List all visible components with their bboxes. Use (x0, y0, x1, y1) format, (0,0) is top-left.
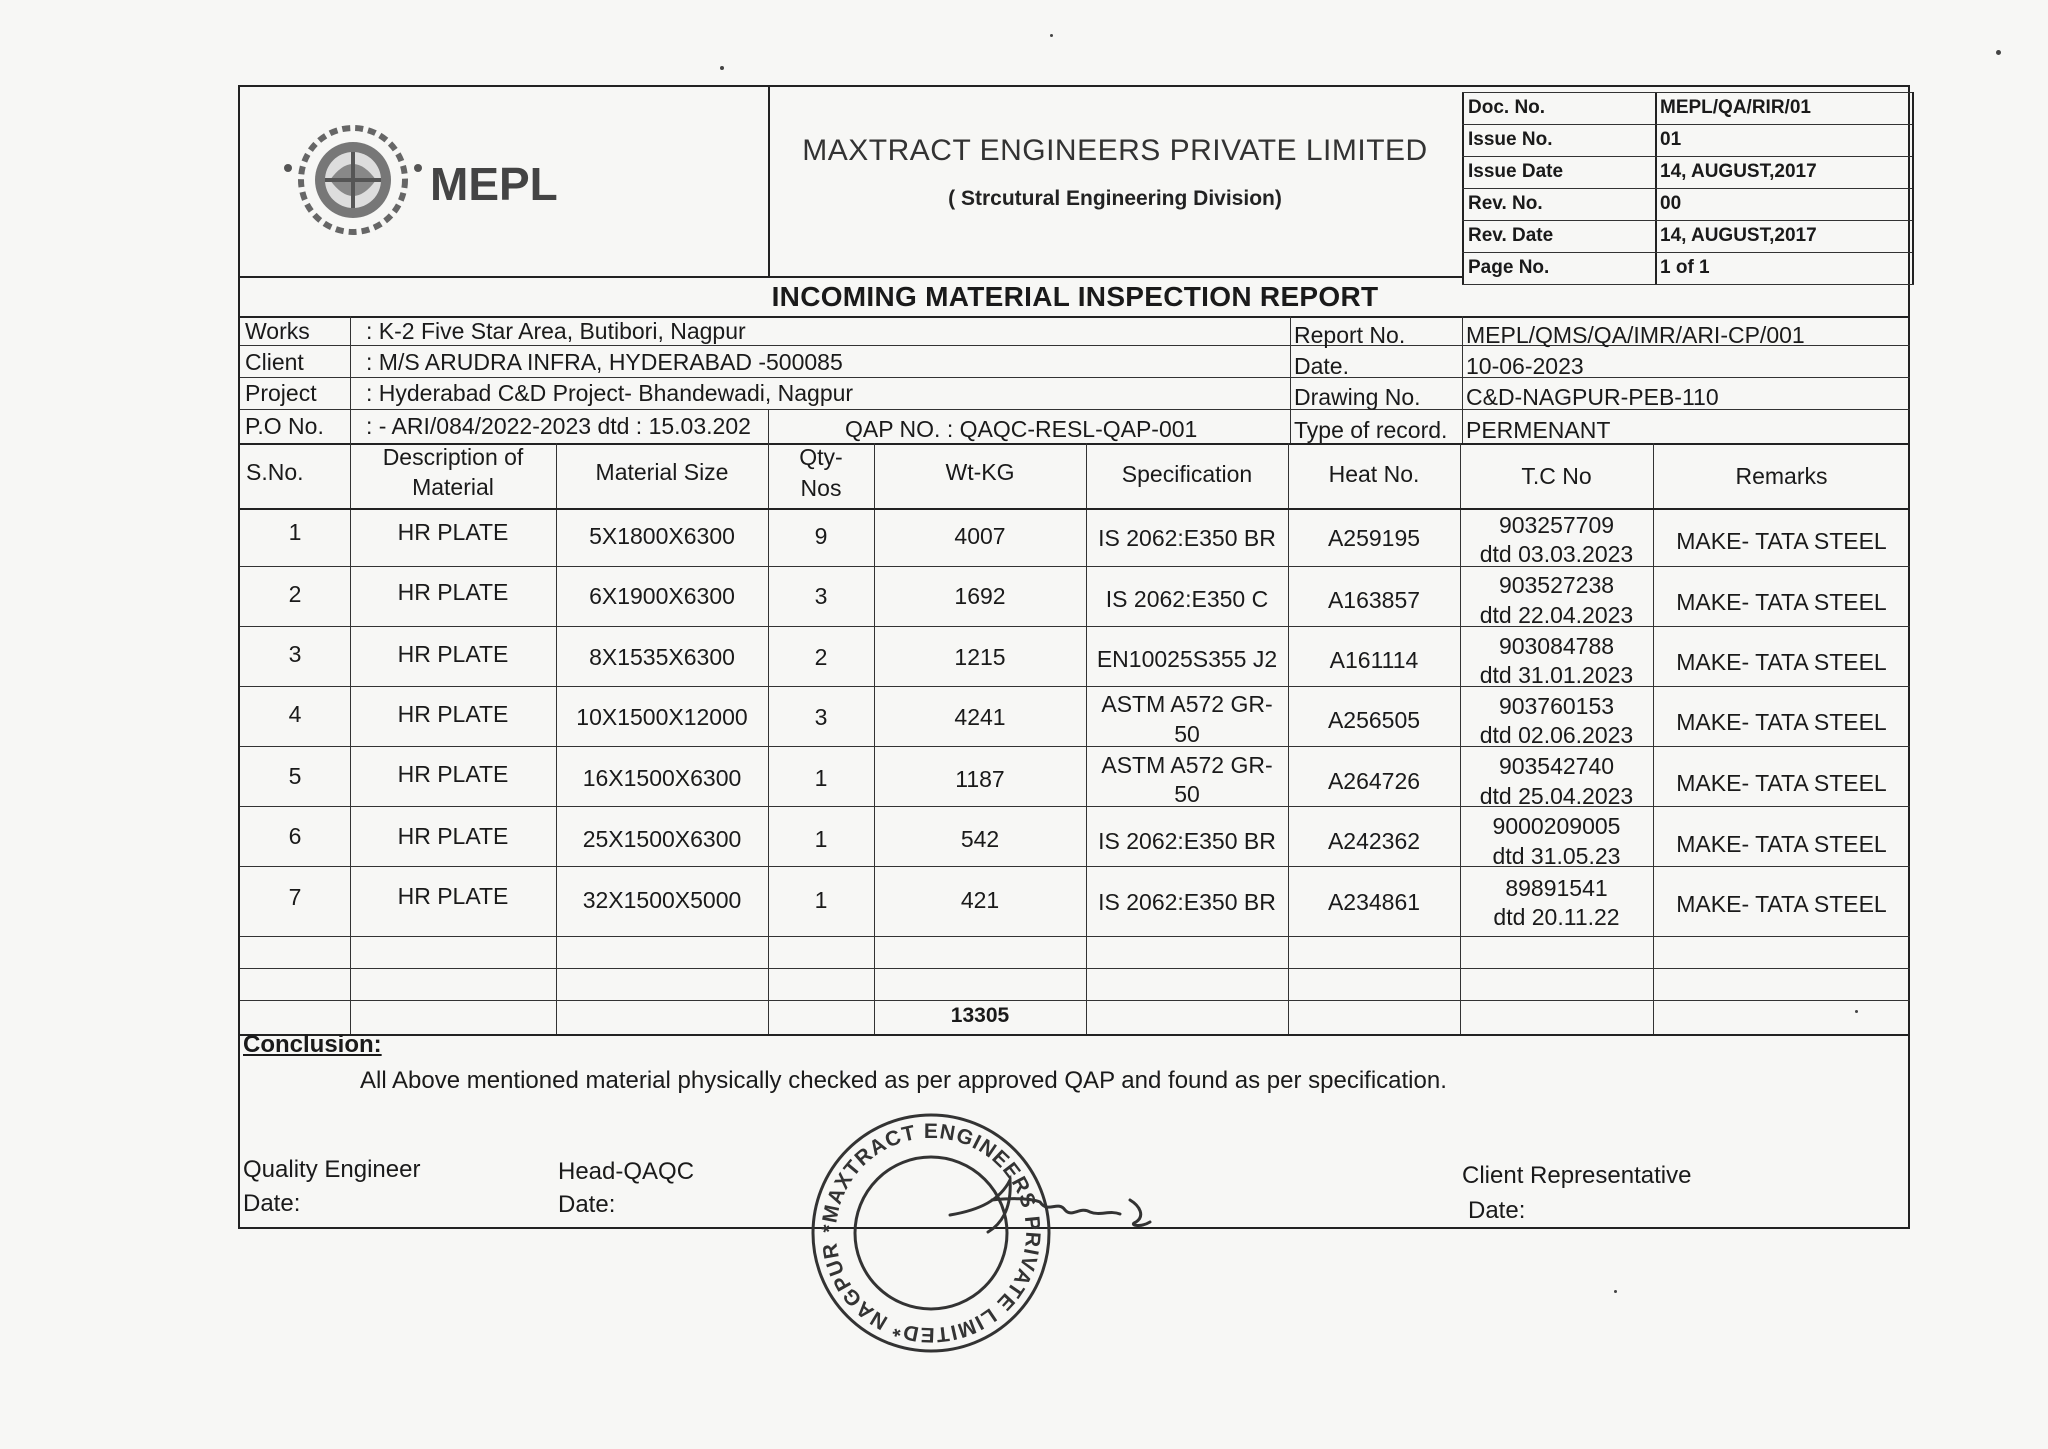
col-header-qty-line2: Nos (800, 475, 842, 501)
handwritten-signature-icon (940, 1170, 1170, 1240)
table-row-cell-heat: A242362 (1327, 828, 1421, 854)
table-row-cell-sno: 7 (288, 884, 302, 910)
table-row-cell-tc-date: dtd 20.11.22 (1493, 904, 1620, 930)
table-row-cell-heat: A163857 (1327, 587, 1421, 613)
table-row-cell-sno: 6 (288, 823, 302, 849)
docinfo-right-line (1912, 92, 1914, 284)
page-no-label: Page No. (1468, 257, 1550, 278)
table-row-cell-tc: 903760153 (1498, 693, 1615, 719)
report-no-value: MEPL/QMS/QA/IMR/ARI-CP/001 (1466, 322, 1805, 348)
po-divider (768, 409, 769, 443)
table-row-cell-qty: 2 (814, 644, 828, 670)
total-weight: 13305 (950, 1004, 1010, 1027)
table-row-cell-spec: IS 2062:E350 BR (1098, 828, 1276, 854)
col-header-remarks: Remarks (1735, 463, 1828, 489)
table-row-cell-spec: IS 2062:E350 C (1105, 586, 1269, 612)
col-header-desc-line2: Material (412, 474, 494, 500)
docinfo-line (1462, 124, 1914, 125)
table-row-cell-wt: 1187 (955, 766, 1005, 792)
table-row-cell-tc: 903084788 (1498, 633, 1615, 659)
client-value: : M/S ARUDRA INFRA, HYDERABAD -500085 (366, 349, 843, 375)
table-row-cell-size: 10X1500X12000 (576, 704, 748, 730)
table-row-cell-size: 6X1900X6300 (589, 583, 735, 609)
table-row-cell-heat: A264726 (1327, 768, 1421, 794)
page-no-value: 1 of 1 (1660, 257, 1710, 278)
signature (940, 1170, 1170, 1240)
row-line (240, 806, 1910, 807)
table-row-cell-tc-date: dtd 31.01.2023 (1479, 662, 1634, 688)
record-type-value: PERMENANT (1466, 417, 1611, 443)
table-row-cell-qty: 9 (814, 523, 828, 549)
col-header-qty-line1: Qty- (799, 444, 843, 470)
mepl-logo-icon (278, 118, 568, 253)
table-row-cell-qty: 1 (814, 826, 828, 852)
table-row-cell-desc: HR PLATE (397, 579, 509, 605)
col-header-wt: Wt-KG (945, 459, 1015, 485)
table-row-cell-tc-date: dtd 22.04.2023 (1479, 602, 1634, 628)
po-label: P.O No. (245, 413, 324, 439)
col-header-heat: Heat No. (1328, 461, 1420, 487)
quality-engineer-date: Date: (243, 1190, 301, 1217)
doc-no-value: MEPL/QA/RIR/01 (1660, 97, 1811, 118)
scan-speck (1050, 34, 1053, 37)
table-bottom-line (240, 1034, 1910, 1036)
rev-date-value: 14, AUGUST,2017 (1660, 225, 1817, 246)
head-qaqc-label: Head-QAQC (558, 1158, 695, 1185)
issue-no-value: 01 (1660, 129, 1682, 150)
table-row-cell-remarks: MAKE- TATA STEEL (1676, 528, 1887, 554)
table-row-cell-remarks: MAKE- TATA STEEL (1676, 770, 1887, 796)
col-header-spec: Specification (1121, 461, 1253, 487)
table-row-cell-desc: HR PLATE (397, 823, 509, 849)
table-row-cell-tc: 903257709 (1498, 512, 1615, 538)
table-row-cell-heat: A161114 (1329, 647, 1419, 673)
doc-no-label: Doc. No. (1468, 97, 1546, 118)
table-row-cell-tc-date: dtd 31.05.23 (1492, 843, 1621, 869)
col-header-size: Material Size (595, 459, 729, 485)
client-rep-label: Client Representative (1462, 1162, 1692, 1189)
row-line (240, 866, 1910, 867)
conclusion-label: Conclusion: (243, 1031, 382, 1058)
table-row-cell-sno: 5 (288, 763, 302, 789)
table-row-cell-desc: HR PLATE (397, 883, 509, 909)
table-row-cell-heat: A259195 (1327, 525, 1421, 551)
table-row-cell-qty: 1 (814, 765, 828, 791)
row-line (240, 746, 1910, 747)
table-row-cell-sno: 2 (288, 581, 302, 607)
table-row-cell-wt: 4241 (954, 704, 1006, 730)
drawing-no-label: Drawing No. (1294, 384, 1421, 410)
table-row-cell-desc: HR PLATE (397, 761, 509, 787)
table-row-cell-spec-line2: 50 (1174, 721, 1200, 747)
info-right-divider (1290, 316, 1291, 443)
company-division: ( Strcutural Engineering Division) (948, 187, 1282, 210)
table-row-cell-spec-line2: 50 (1174, 781, 1200, 807)
rev-date-label: Rev. Date (1468, 225, 1554, 246)
table-row-cell-heat: A256505 (1327, 707, 1421, 733)
table-row-cell-tc: 9000209005 (1492, 813, 1621, 839)
works-label: Works (245, 318, 310, 344)
row-line (240, 566, 1910, 567)
row-line (240, 936, 1910, 937)
col-header-tc: T.C No (1521, 463, 1592, 489)
svg-text:*MAXTRACT ENGINEERS PRIVATE LI: *MAXTRACT ENGINEERS PRIVATE LIMITED* NAGPUR (817, 1119, 1045, 1347)
table-row-cell-tc: 903527238 (1498, 572, 1615, 598)
project-value: : Hyderabad C&D Project- Bhandewadi, Nagpur (366, 380, 854, 406)
rev-no-label: Rev. No. (1468, 193, 1543, 214)
table-row-cell-wt: 1215 (954, 644, 1006, 670)
col-header-sno: S.No. (246, 459, 304, 485)
scan-speck (1614, 1290, 1617, 1293)
date-label: Date. (1294, 353, 1349, 379)
client-label: Client (245, 349, 304, 375)
table-row-cell-tc: 903542740 (1498, 753, 1615, 779)
date-value: 10-06-2023 (1466, 353, 1584, 379)
report-title: INCOMING MATERIAL INSPECTION REPORT (771, 281, 1379, 312)
table-row-cell-remarks: MAKE- TATA STEEL (1676, 649, 1887, 675)
docinfo-line (1462, 252, 1914, 253)
docinfo-line (1462, 220, 1914, 221)
row-line (240, 626, 1910, 627)
scan-speck (720, 66, 724, 70)
table-row-cell-size: 32X1500X5000 (582, 887, 742, 913)
header-bottom-line (240, 276, 1462, 278)
table-row-cell-tc-date: dtd 03.03.2023 (1479, 541, 1634, 567)
table-row-cell-wt: 4007 (954, 523, 1006, 549)
table-row-cell-remarks: MAKE- TATA STEEL (1676, 589, 1887, 615)
works-value: : K-2 Five Star Area, Butibori, Nagpur (366, 318, 746, 344)
table-row-cell-tc-date: dtd 02.06.2023 (1479, 722, 1634, 748)
table-row-cell-spec: IS 2062:E350 BR (1098, 525, 1276, 551)
table-row-cell-desc: HR PLATE (397, 519, 509, 545)
table-row-cell-sno: 1 (288, 519, 302, 545)
docinfo-top-line (1462, 92, 1914, 93)
project-label: Project (245, 380, 317, 406)
docinfo-line (1462, 188, 1914, 189)
row-line (240, 968, 1910, 969)
table-row-cell-heat: A234861 (1327, 889, 1421, 915)
col-header-desc-line1: Description of (382, 444, 524, 470)
company-logo (278, 118, 568, 253)
table-row-cell-qty: 3 (814, 704, 828, 730)
table-row-cell-size: 16X1500X6300 (582, 765, 742, 791)
table-row-cell-qty: 1 (814, 887, 828, 913)
table-row-cell-tc: 89891541 (1505, 875, 1608, 901)
logo-text: MEPL (430, 158, 558, 210)
table-row-cell-wt: 421 (960, 887, 1000, 913)
issue-date-value: 14, AUGUST,2017 (1660, 161, 1817, 182)
issue-no-label: Issue No. (1468, 129, 1553, 150)
info-key-divider (350, 316, 351, 443)
table-row-cell-size: 25X1500X6300 (582, 826, 742, 852)
table-row-cell-size: 5X1800X6300 (589, 523, 735, 549)
table-row-cell-qty: 3 (814, 583, 828, 609)
quality-engineer-label: Quality Engineer (243, 1156, 421, 1183)
info-right-key-divider (1462, 316, 1463, 443)
table-row-cell-size: 8X1535X6300 (589, 644, 735, 670)
scan-speck (1996, 50, 2001, 55)
client-rep-date: Date: (1468, 1197, 1526, 1224)
scan-speck (1855, 1010, 1858, 1013)
row-line (240, 686, 1910, 687)
qap-no: QAP NO. : QAQC-RESL-QAP-001 (845, 416, 1198, 442)
report-no-label: Report No. (1294, 322, 1406, 348)
table-row-cell-sno: 3 (288, 641, 302, 667)
po-value: : - ARI/084/2022-2023 dtd : 15.03.202 (366, 413, 751, 439)
head-qaqc-date: Date: (558, 1191, 616, 1218)
table-row-cell-remarks: MAKE- TATA STEEL (1676, 831, 1887, 857)
record-type-label: Type of record. (1294, 417, 1448, 443)
table-row-cell-remarks: MAKE- TATA STEEL (1676, 709, 1887, 735)
table-row-cell-sno: 4 (288, 701, 302, 727)
table-row-cell-spec: ASTM A572 GR- (1101, 752, 1273, 778)
info-line (240, 377, 1910, 378)
table-row-cell-spec: ASTM A572 GR- (1101, 691, 1273, 717)
docinfo-line (1462, 156, 1914, 157)
table-row-cell-spec: EN10025S355 J2 (1096, 646, 1278, 672)
table-row-cell-desc: HR PLATE (397, 641, 509, 667)
table-row-cell-desc: HR PLATE (397, 701, 509, 727)
table-row-cell-wt: 1692 (954, 583, 1006, 609)
table-row-cell-remarks: MAKE- TATA STEEL (1676, 891, 1887, 917)
conclusion-text: All Above mentioned material physically checked as per approved QAP and found as per specification. (360, 1067, 1447, 1094)
rev-no-value: 00 (1660, 193, 1682, 214)
issue-date-label: Issue Date (1468, 161, 1564, 182)
company-name: MAXTRACT ENGINEERS PRIVATE LIMITED (802, 134, 1428, 167)
table-row-cell-tc-date: dtd 25.04.2023 (1479, 783, 1634, 809)
drawing-no-value: C&D-NAGPUR-PEB-110 (1466, 384, 1719, 410)
table-header-bottom (240, 508, 1910, 510)
table-row-cell-wt: 542 (960, 826, 1000, 852)
header-divider-logo (768, 86, 770, 276)
table-row-cell-spec: IS 2062:E350 BR (1098, 889, 1276, 915)
